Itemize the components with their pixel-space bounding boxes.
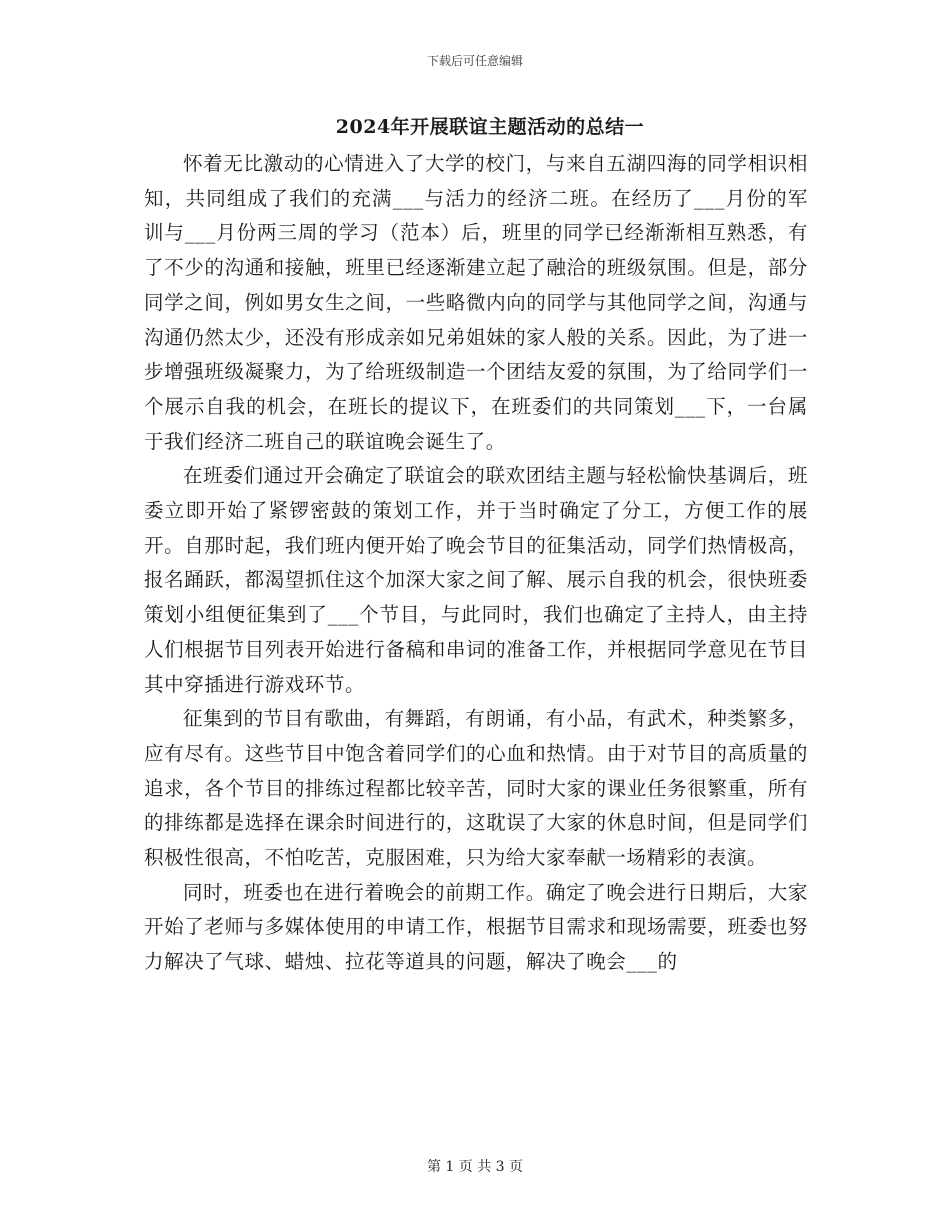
page-header-note: 下载后可任意编辑: [426, 54, 523, 68]
paragraph-2: 在班委们通过开会确定了联谊会的联欢团结主题与轻松愉快基调后，班委立即开始了紧锣密鼓的策划工作，并于当时确定了分工，方便工作的展开。自那时起，我们班内便开始了晚会节目的征集活动，同学们热情极高，报名踊跃，都渴望抓住这个加深大家之间了解、展示自我的机会，很快班委策划小组便征集到了___个节目，与此同时，我们也确定了主持人，由主持人们根据节目列表开始进行备稿和串词的准备工作，并根据同学意见在节目其中穿插进行游戏环节。: [144, 464, 808, 696]
paragraph-3: 征集到的节目有歌曲，有舞蹈，有朗诵，有小品，有武术，种类繁多，应有尽有。这些节目中饱含着同学们的心血和热情。由于对节目的高质量的追求，各个节目的排练过程都比较辛苦，同时大家的课业任务很繁重，所有的排练都是选择在课余时间进行的，这耽误了大家的休息时间，但是同学们积极性很高，不怕吃苦，克服困难，只为给大家奉献一场精彩的表演。: [144, 707, 808, 870]
paragraph-1: 怀着无比激动的心情进入了大学的校门，与来自五湖四海的同学相识相知，共同组成了我们的充满___与活力的经济二班。在经历了___月份的军训与___月份两三周的学习（范本）后，班里的同学已经渐渐相互熟悉，有了不少的沟通和接触，班里已经逐渐建立起了融洽的班级氛围。但是，部分同学之间，例如男女生之间，一些略微内向的同学与其他同学之间，沟通与沟通仍然太少，还没有形成亲如兄弟姐妹的家人般的关系。因此，为了进一步增强班级凝聚力，为了给班级制造一个团结友爱的氛围，为了给同学们一个展示自我的机会，在班长的提议下，在班委们的共同策划___下，一台属于我们经济二班自己的联谊晚会诞生了。: [144, 152, 808, 453]
paragraph-4: 同时，班委也在进行着晚会的前期工作。确定了晚会进行日期后，大家开始了老师与多媒体使用的申请工作，根据节目需求和现场需要，班委也努力解决了气球、蜡烛、拉花等道具的问题，解决了晚会___的: [144, 880, 808, 974]
document-body: [144, 147, 808, 980]
document-title: 2024年开展联谊主题活动的总结一: [335, 116, 645, 138]
page-number: 第 1 页 共 3 页: [426, 1159, 524, 1175]
